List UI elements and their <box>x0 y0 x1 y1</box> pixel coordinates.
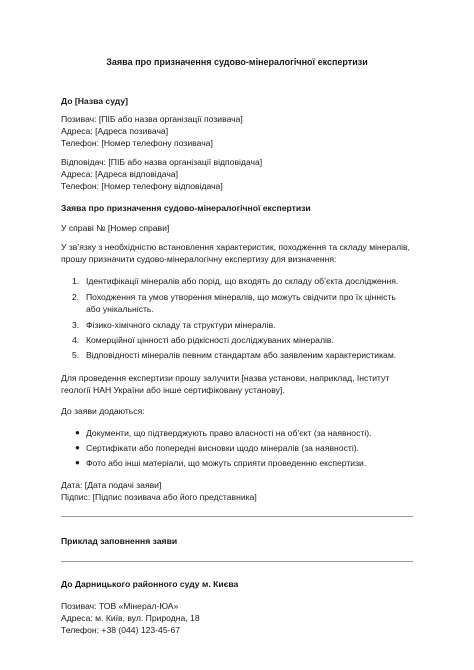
example-plaintiff-name: Позивач: ТОВ «Мінерал-ЮА» <box>61 601 179 611</box>
institution-line: Для проведення експертизи прошу залучити [назва установи, наприклад, Інститут <box>61 373 390 383</box>
list-number: 1. <box>72 276 80 286</box>
plaintiff-phone: Телефон: [Номер телефону позивача] <box>61 138 213 148</box>
list-item: Ідентифікації мінералів або порід, що входять до складу об’єкта дослідження. <box>86 276 399 286</box>
court-line: До [Назва суду] <box>61 96 128 106</box>
defendant-address: Адреса: [Адреса відповідача] <box>61 169 178 179</box>
list-number: 2. <box>72 292 80 302</box>
intro-line: У зв’язку з необхідністю встановлення характеристик, походження та складу мінералів, <box>61 242 411 252</box>
list-number: 3. <box>72 320 80 330</box>
list-number: 5. <box>72 350 80 360</box>
defendant-phone: Телефон: [Номер телефону відповідача] <box>61 181 223 191</box>
example-plaintiff-address: Адреса: м. Київ, вул. Природна, 18 <box>61 613 200 623</box>
list-item: Комерційної цінності або рідкісності досліджуваних мінералів. <box>86 335 334 345</box>
list-number: 4. <box>72 335 80 345</box>
example-heading: Приклад заповнення заяви <box>61 536 178 546</box>
list-item: Походження та умов утворення мінералів, що можуть свідчити про їх цінність <box>86 292 396 302</box>
divider <box>61 561 413 562</box>
document-title: Заява про призначення судово-мінералогічної експертизи <box>106 57 368 67</box>
case-number: У справі № [Номер справи] <box>61 223 170 233</box>
example-plaintiff-phone: Телефон: +38 (044) 123-45-67 <box>61 625 181 635</box>
plaintiff-address: Адреса: [Адреса позивача] <box>61 126 169 136</box>
bullet-icon: ● <box>75 458 80 467</box>
plaintiff-name: Позивач: [ПІБ або назва організації позивача] <box>61 114 243 124</box>
section-subtitle: Заява про призначення судово-мінералогічної експертизи <box>61 203 311 213</box>
defendant-name: Відповідач: [ПІБ або назва організації відповідача] <box>61 157 263 167</box>
date-line: Дата: [Дата подачі заяви] <box>61 480 162 490</box>
example-court: До Дарницького районного суду м. Києва <box>61 579 239 589</box>
list-item: Фото або інші матеріали, що можуть сприяти проведенню експертизи. <box>86 458 367 468</box>
list-item: Сертифікати або попередні висновки щодо мінералів (за наявності). <box>86 443 359 453</box>
bullet-icon: ● <box>75 443 80 452</box>
institution-line: геології НАН України або інше сертифіковану установу]. <box>61 385 285 395</box>
signature-line: Підпис: [Підпис позивача або його представника] <box>61 492 257 502</box>
intro-line: прошу призначити судово-мінералогічну експертизу для визначення: <box>61 254 337 264</box>
list-item: Відповідності мінералів певним стандартам або заявленим характеристикам. <box>86 350 397 360</box>
divider <box>61 516 413 517</box>
bullet-icon: ● <box>75 428 80 437</box>
list-item: Документи, що підтверджують право власності на об’єкт (за наявності). <box>86 428 372 438</box>
list-item-continuation: або унікальність. <box>86 304 154 314</box>
list-item: Фізико-хімічного складу та структури мінералів. <box>86 320 276 330</box>
attachments-label: До заяви додаються: <box>61 406 145 416</box>
